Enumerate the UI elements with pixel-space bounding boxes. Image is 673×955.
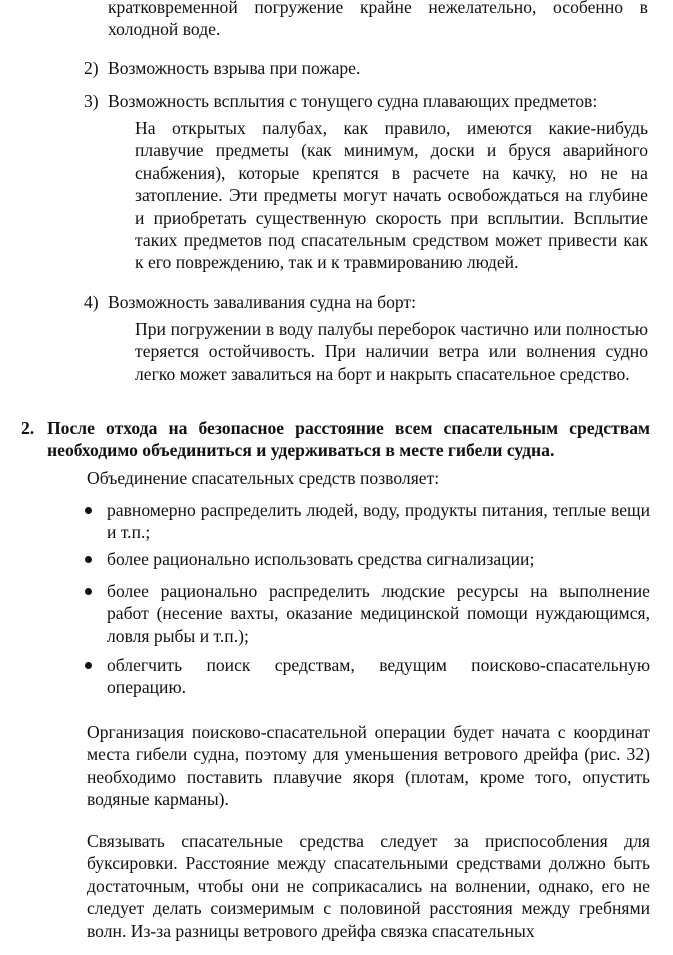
- bullet-text: более рационально использовать средства сигнализации;: [107, 549, 535, 569]
- list-item-text: Возможность заваливания судна на борт:: [108, 292, 417, 312]
- bullet-dot: [85, 588, 92, 595]
- bullet-dot: [85, 507, 92, 514]
- list-item-number: 4): [84, 292, 99, 312]
- section-2-heading: После отхода на безопасное расстояние всем спасательным средствам необходимо объединиться и удерживаться в месте гибели судна.: [47, 418, 650, 461]
- paragraph-towing: Связывать спасательные средства следует за приспособления для буксировки. Расстояние между спасательными средствами должно быть достаточным, чтобы они не соприкасались на волнении, однако, его не следует делать соизмеримым с половиной расстояния между гребнями волн. Из-за разницы ветрового дрейфа связка спасательных: [87, 831, 650, 941]
- bullet-text: более рационально распределить людские ресурсы на выполнение работ (несение вахты, оказание медицинской помощи нуждающимся, ловля рыбы и т.п.);: [107, 581, 650, 646]
- continuation-paragraph: кратковременной погружение крайне нежелательно, особенно в холодной воде.: [108, 0, 648, 40]
- list-item-2: [84, 57, 644, 80]
- list-item-text: Возможность всплытия с тонущего судна плавающих предметов:: [108, 91, 598, 111]
- item4-detail-paragraph: При погружении в воду палубы переборок частично или полностью теряется остойчивость. При наличии ветра или волнения судно легко может завалиться на борт и накрыть спасательное средство.: [135, 319, 648, 384]
- section-2-number: 2.: [21, 418, 35, 438]
- list-item-number: 2): [84, 58, 99, 78]
- list-item-4: [84, 291, 644, 314]
- bullet-dot: [85, 556, 92, 563]
- section-2-intro: Объединение спасательных средств позволяет:: [87, 468, 440, 488]
- item3-detail-paragraph: На открытых палубах, как правило, имеются какие-нибудь плавучие предметы (как минимум, доски и бруся аварийного снабжения), которые крепятся в расчете на качку, но не на затопление. Эти предметы могут начать освобождаться на глубине и приобретать существенную скорость при всплытии. Всплытие таких предметов под спасательным средством может привести как к его повреждению, так и к травмированию людей.: [135, 118, 648, 273]
- list-item-3: [84, 90, 644, 113]
- bullet-text: облегчить поиск средствам, ведущим поисково-спасательную операцию.: [107, 655, 650, 698]
- bullet-text: равномерно распределить людей, воду, продукты питания, теплые вещи и т.п.;: [107, 500, 650, 543]
- paragraph-drift: Организация поисково-спасательной операции будет начата с координат места гибели судна, поэтому для уменьшения ветрового дрейфа (рис. 32) необходимо поставить плавучие якоря (плотам, кроме того, опустить водяные карманы).: [87, 722, 650, 810]
- list-item-number: 3): [84, 91, 99, 111]
- list-item-text: Возможность взрыва при пожаре.: [108, 58, 361, 78]
- bullet-dot: [85, 662, 92, 669]
